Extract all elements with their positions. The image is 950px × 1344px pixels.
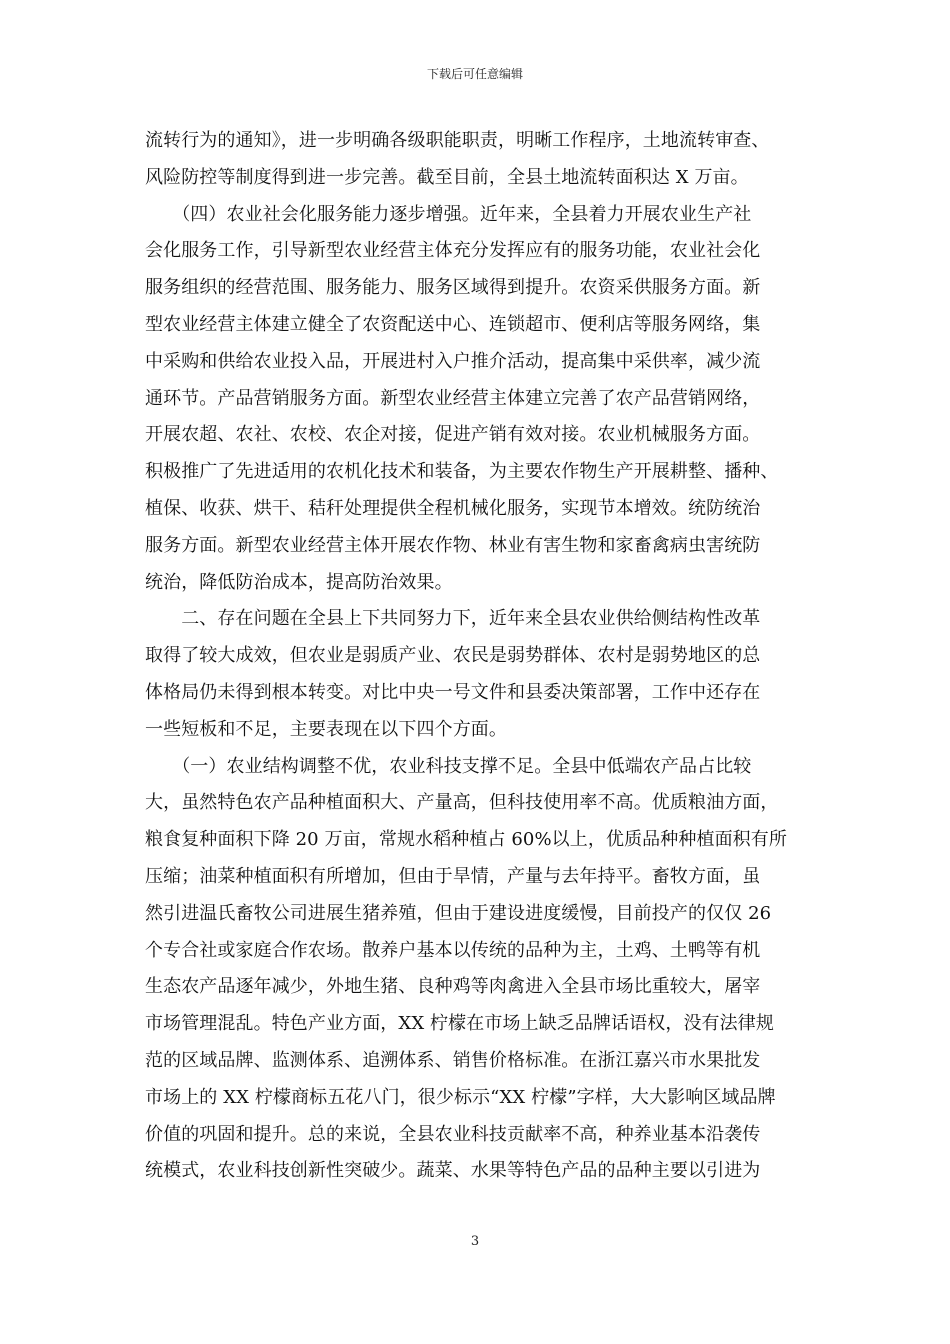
body-text — [145, 123, 813, 1190]
text-line: （一）农业结构调整不优，农业科技支撑不足。全县中低端农产品占比较 — [145, 755, 752, 777]
text-line: 体格局仍未得到根本转变。对比中央一号文件和县委决策部署，工作中还存在 — [145, 681, 761, 703]
text-line: 粮食复种面积下降 20 万亩，常规水稻种植占 60%以上，优质品种种植面积有所 — [145, 829, 787, 851]
text-line: 服务方面。新型农业经营主体开展农作物、林业有害生物和家畜禽病虫害统防 — [145, 534, 761, 556]
text-line: 二、存在问题在全县上下共同努力下，近年来全县农业供给侧结构性改革 — [145, 608, 761, 630]
text-line: 取得了较大成效，但农业是弱质产业、农民是弱势群体、农村是弱势地区的总 — [145, 645, 761, 667]
text-line: 风险防控等制度得到进一步完善。截至目前，全县土地流转面积达 X 万亩。 — [145, 166, 749, 188]
text-line: 价值的巩固和提升。总的来说，全县农业科技贡献率不高，种养业基本沿袭传 — [145, 1123, 761, 1145]
text-line: 统治，降低防治成本，提高防治效果。 — [145, 571, 453, 593]
text-line: 流转行为的通知》，进一步明确各级职能职责，明晰工作程序，土地流转审查、 — [145, 130, 770, 151]
text-line: 通环节。产品营销服务方面。新型农业经营主体建立完善了农产品营销网络， — [145, 387, 761, 409]
text-line: 压缩；油菜种植面积有所增加，但由于旱情，产量与去年持平。畜牧方面，虽 — [145, 865, 761, 887]
text-line: 然引进温氏畜牧公司进展生猪养殖，但由于建设进度缓慢，目前投产的仅仅 26 — [145, 902, 772, 924]
text-line: （四）农业社会化服务能力逐步增强。近年来，全县着力开展农业生产社 — [145, 203, 752, 225]
text-line: 中采购和供给农业投入品，开展进村入户推介活动，提高集中采供率，减少流 — [145, 350, 761, 372]
text-line: 市场上的 XX 柠檬商标五花八门，很少标示“XX 柠檬”字样，大大影响区域品牌 — [145, 1086, 776, 1108]
text-line: 会化服务工作，引导新型农业经营主体充分发挥应有的服务功能，农业社会化 — [145, 240, 761, 262]
text-line: 统模式，农业科技创新性突破少。蔬菜、水果等特色产品的品种主要以引进为 — [145, 1160, 761, 1182]
text-line: 范的区域品牌、监测体系、追溯体系、销售价格标准。在浙江嘉兴市水果批发 — [145, 1049, 761, 1071]
text-line: 生态农产品逐年减少，外地生猪、良种鸡等肉禽进入全县市场比重较大，屠宰 — [145, 976, 761, 998]
page-number: 3 — [470, 1234, 480, 1249]
text-line: 服务组织的经营范围、服务能力、服务区域得到提升。农资采供服务方面。新 — [145, 277, 761, 299]
page-header: 下载后可任意编辑 — [426, 67, 523, 81]
text-line: 型农业经营主体建立健全了农资配送中心、连锁超市、便利店等服务网络，集 — [145, 313, 761, 335]
text-line: 市场管理混乱。特色产业方面，XX 柠檬在市场上缺乏品牌话语权，没有法律规 — [145, 1013, 774, 1035]
text-line: 积极推广了先进适用的农机化技术和装备，为主要农作物生产开展耕整、播种、 — [145, 461, 779, 483]
text-line: 大，虽然特色农产品种植面积大、产量高，但科技使用率不高。优质粮油方面， — [145, 792, 779, 814]
text-line: 植保、收获、烘干、秸秆处理提供全程机械化服务，实现节本增效。统防统治 — [145, 497, 761, 519]
text-line: 开展农超、农社、农校、农企对接，促进产销有效对接。农业机械服务方面。 — [145, 424, 761, 446]
text-line: 个专合社或家庭合作农场。散养户基本以传统的品种为主，土鸡、土鸭等有机 — [145, 939, 761, 961]
text-line: 一些短板和不足，主要表现在以下四个方面。 — [145, 718, 507, 740]
